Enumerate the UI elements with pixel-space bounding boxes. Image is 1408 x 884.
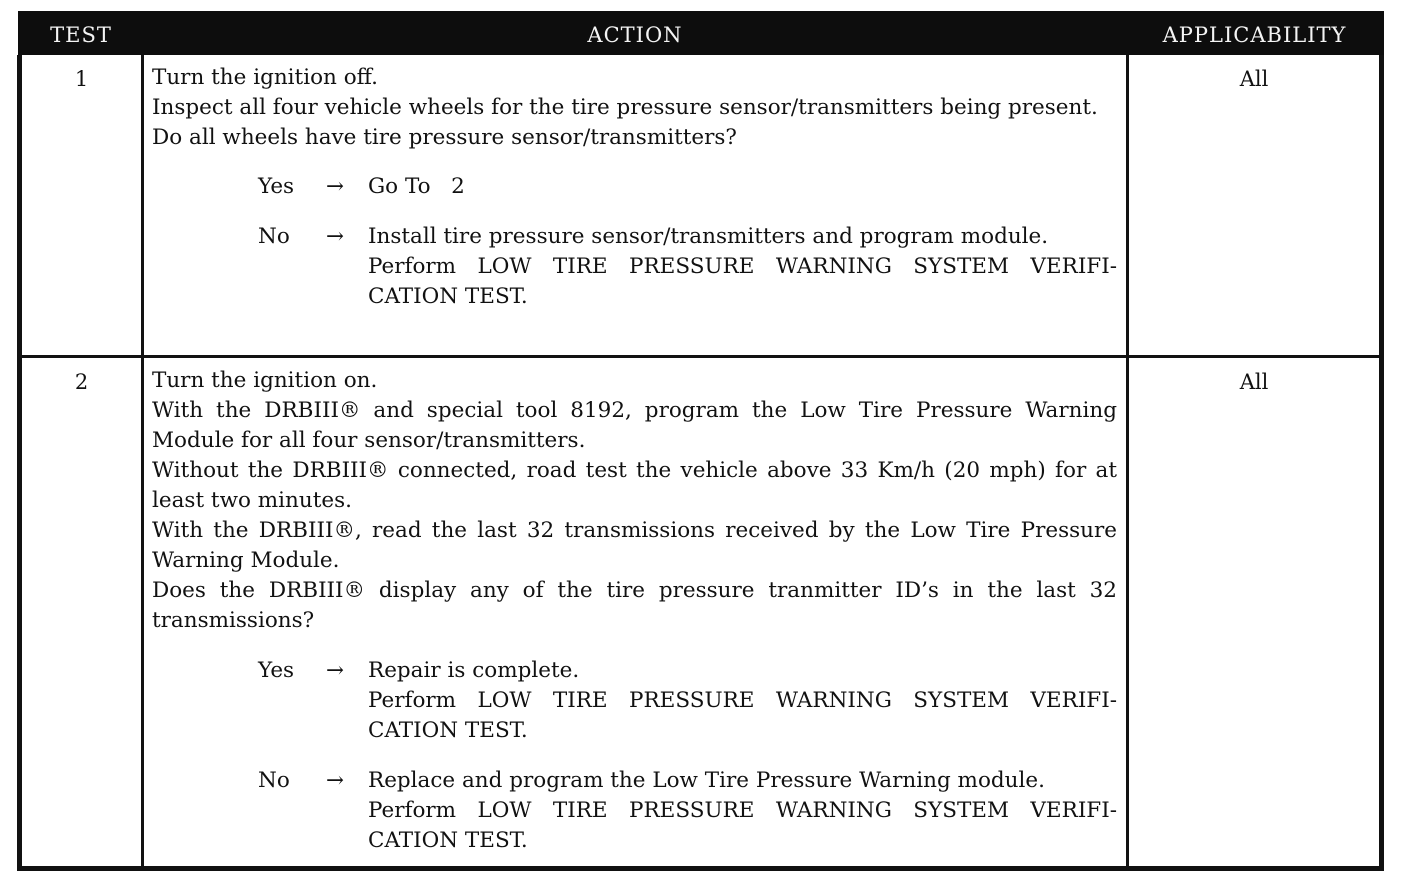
option-text: Repair is complete.	[368, 657, 580, 683]
option-text: Perform LOW TIRE PRESSURE WARNING SYSTEM VERIFI-	[368, 687, 1117, 713]
action-line: Without the DRBIII® connected, road test the vehicle above 33 Km/h (20 mph) for at least two minutes.	[152, 457, 1117, 513]
table-row	[20, 356, 1382, 868]
action-line: Turn the ignition off.	[152, 65, 378, 90]
option-no	[258, 766, 1117, 856]
applicability-value: All	[1128, 356, 1382, 868]
option-text: Replace and program the Low Tire Pressure Warning module.	[368, 767, 1045, 793]
test-number: 1	[20, 55, 143, 356]
table-header-row	[20, 13, 1382, 55]
option-text: CATION TEST.	[368, 284, 528, 309]
action-cell	[143, 55, 1128, 356]
arrow-right-icon: →	[326, 224, 345, 249]
option-text: Perform LOW TIRE PRESSURE WARNING SYSTEM VERIFI-	[368, 254, 1117, 279]
arrow-right-icon: →	[326, 767, 345, 793]
option-label: No	[258, 224, 290, 249]
table-row	[20, 55, 1382, 356]
action-line: With the DRBIII® and special tool 8192, program the Low Tire Pressure Warning Module for all four sensor/transmitters.	[152, 397, 1117, 453]
option-label: No	[258, 767, 290, 793]
option-label: Yes	[258, 657, 295, 683]
arrow-right-icon: →	[326, 174, 345, 199]
option-text: CATION TEST.	[368, 827, 528, 853]
option-label: Yes	[258, 174, 295, 199]
action-line: Inspect all four vehicle wheels for the tire pressure sensor/transmitters being present.	[152, 95, 1098, 120]
action-line: Does the DRBIII® display any of the tire pressure tranmitter ID’s in the last 32 transmissions?	[152, 577, 1117, 633]
header-test: TEST	[20, 13, 143, 55]
option-yes	[258, 172, 1117, 202]
option-yes	[258, 656, 1117, 746]
option-no	[258, 222, 1117, 312]
action-cell	[143, 356, 1128, 868]
diagnostic-test-table	[17, 11, 1384, 871]
action-line: With the DRBIII®, read the last 32 transmissions received by the Low Tire Pressure Warning Module.	[152, 517, 1117, 573]
applicability-value: All	[1128, 55, 1382, 356]
test-number: 2	[20, 356, 143, 868]
option-text: Go To 2	[368, 174, 465, 199]
option-text: Perform LOW TIRE PRESSURE WARNING SYSTEM VERIFI-	[368, 797, 1117, 823]
action-line: Turn the ignition on.	[152, 367, 378, 393]
header-applicability: APPLICABILITY	[1128, 13, 1382, 55]
option-text: Install tire pressure sensor/transmitters and program module.	[368, 224, 1049, 249]
header-action: ACTION	[143, 13, 1128, 55]
arrow-right-icon: →	[326, 657, 345, 683]
action-line: Do all wheels have tire pressure sensor/transmitters?	[152, 125, 737, 150]
option-text: CATION TEST.	[368, 717, 528, 743]
